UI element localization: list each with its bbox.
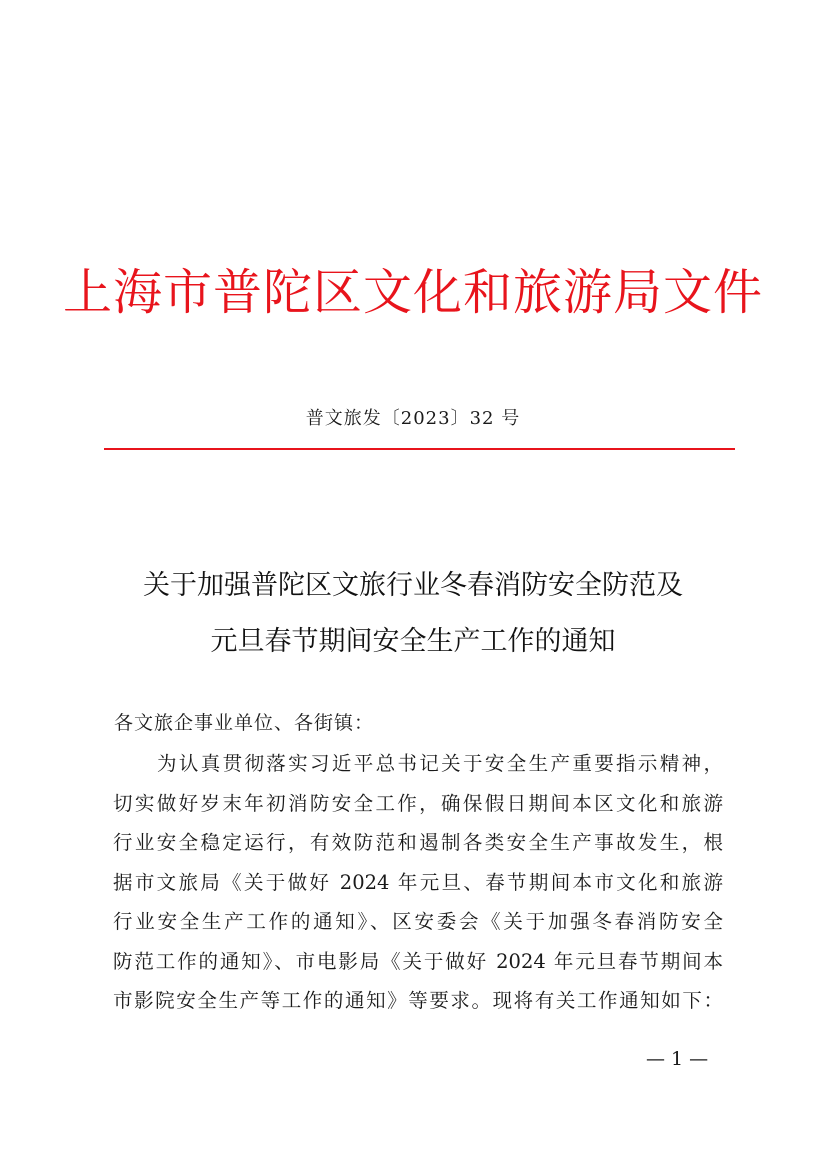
subject-line-1: 关于加强普陀区文旅行业冬春消防安全防范及	[143, 570, 683, 601]
body-line: 切实做好岁末年初消防安全工作，确保假日期间本区文化和旅游	[113, 791, 723, 815]
body-line: 行业安全生产工作的通知》、区安委会《关于加强冬春消防安全	[113, 910, 723, 933]
body-line: 市影院安全生产等工作的通知》等要求。现将有关工作通知如下：	[113, 989, 723, 1012]
body-line: 为认真贯彻落实习近平总书记关于安全生产重要指示精神，	[157, 752, 723, 775]
salutation: 各文旅企事业单位、各街镇：	[114, 712, 375, 734]
document-number: 普文旅发〔2023〕32 号	[305, 408, 521, 429]
body-line: 防范工作的通知》、市电影局《关于做好 2024 年元旦春节期间本	[113, 949, 723, 973]
red-divider-line	[104, 448, 735, 450]
body-paragraph	[113, 744, 723, 1021]
body-line: 行业安全稳定运行，有效防范和遏制各类安全生产事故发生，根	[113, 831, 723, 854]
body-line: 据市文旅局《关于做好 2024 年元旦、春节期间本市文化和旅游	[113, 870, 723, 894]
page-number: — 1 —	[646, 1048, 709, 1070]
subject-line-2: 元旦春节期间安全生产工作的通知	[210, 626, 616, 657]
document-subject	[0, 558, 826, 670]
issuing-authority-header: 上海市普陀区文化和旅游局文件	[62, 264, 763, 321]
